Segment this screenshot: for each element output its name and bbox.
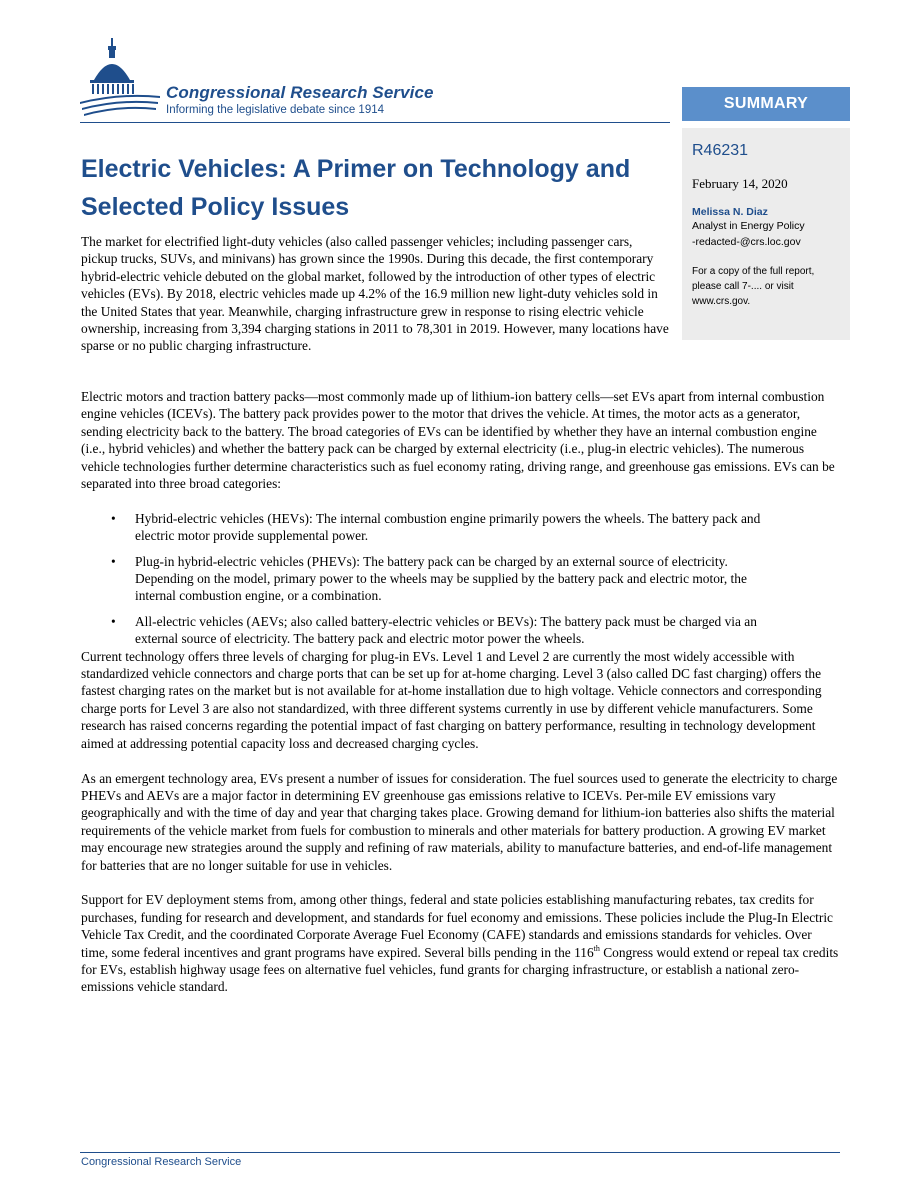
footer-org-name: Congressional Research Service: [81, 1156, 242, 1168]
policy-text-start: Support for EV deployment stems from, among other things, federal and state policies establishing manufacturing rebates, tax credits for purchases, funding for research and development, and standards for fuel economy and emissions. These policies include the Plug-In Electric Vehicle Tax Credit, and the coordinated Corporate Average Fuel Economy (CAFE) standards and emissions standards for vehicles. Over time, some federal incentives and grant programs have expired. Several bills pending in the 116: [81, 892, 834, 960]
footer-rule: [80, 1152, 840, 1153]
paragraph-ev-technology: Electric motors and traction battery packs—most commonly made up of lithium-ion battery cells—set EVs apart from internal combustion engine vehicles (ICEVs). The battery pack provides power to the motor that drives the vehicle. At times, the motor acts as a generator, sending electricity back to the battery. The broad categories of EVs can be identified by whether they have an internal combustion engine (i.e., hybrid vehicles) and whether the battery pack can be charged by external electricity (i.e., plug-in electric vehicles). The numerous vehicle technologies further determine characteristics such as fuel economy rating, driving range, and greenhouse gas emissions. EVs can be separated into three broad categories:: [81, 389, 835, 492]
bullet-icon: •: [111, 510, 116, 526]
list-item-text: Hybrid-electric vehicles (HEVs): The internal combustion engine primarily powers the wheels. The battery pack and electric motor provide supplemental power.: [135, 510, 761, 544]
ev-category-list: [81, 510, 841, 648]
copy-note: For a copy of the full report, please call 7-.... or visit www.crs.gov.: [692, 266, 815, 307]
bullet-icon: •: [111, 613, 116, 629]
org-tagline: Informing the legislative debate since 1914: [166, 104, 385, 116]
report-date: February 14, 2020: [692, 176, 788, 191]
ordinal-suffix: th: [593, 943, 600, 953]
paragraph-charging: Current technology offers three levels of charging for plug-in EVs. Level 1 and Level 2 are currently the most widely accessible with standardized vehicle connectors and charge ports that can be set up for at-home charging. Level 3 (also called DC fast charging) offers the fastest charging rates on the market but is not available for at-home installation due to high voltage. Vehicle connectors and corresponding charge ports for Level 3 are also not standardized, with three different systems currently in use by different vehicle manufacturers. Some research has raised concerns regarding the potential impact of fast charging on battery performance, resulting in technology development aimed at addressing potential capacity loss and decreased charging cycles.: [81, 648, 822, 751]
list-item: [81, 510, 841, 545]
report-body: [81, 388, 841, 996]
paragraph-policy: [81, 891, 841, 995]
author-title: Analyst in Energy Policy: [692, 220, 805, 232]
header-rule: [80, 122, 670, 123]
list-item-text: All-electric vehicles (AEVs; also called battery-electric vehicles or BEVs): The battery pack must be charged via an external source of electricity. The battery pack and electric motor power the wheels.: [135, 613, 757, 647]
capitol-dome-icon: [80, 36, 160, 122]
report-title: Electric Vehicles: A Primer on Technology and Selected Policy Issues: [81, 155, 631, 221]
report-number: R46231: [692, 142, 749, 159]
policy-text-end: Congress would extend or repeal tax credits for EVs, establish highway usage fees on alternative fuel vehicles, fund grants for charging infrastructure, or establish a national zero-emissions vehicle standard.: [81, 944, 839, 995]
summary-tab: SUMMARY: [682, 87, 850, 121]
list-item-text: Plug-in hybrid-electric vehicles (PHEVs): The battery pack can be charged by an external source of electricity. Depending on the model, primary power to the wheels may be supplied by the battery pack and electric motor, the internal combustion engine, or a combination.: [135, 553, 747, 604]
author-name: Melissa N. Diaz: [692, 206, 768, 218]
list-item: [81, 553, 841, 605]
bullet-icon: •: [111, 553, 116, 569]
intro-paragraph: The market for electrified light-duty vehicles (also called passenger vehicles; including passenger cars, pickup trucks, SUVs, and minivans) has grown since the 1990s. During this decade, the first contemporary hybrid-electric vehicle debuted on the global market, followed by the introduction of other types of electric vehicles (EVs). By 2018, electric vehicles made up 4.2% of the 16.9 million new light-duty vehicles sold in the United States that year. Meanwhile, charging infrastructure grew in response to rising electric vehicle ownership, increasing from 3,394 charging stations in 2011 to 78,301 in 2019. However, many locations have sparse or no public charging infrastructure.: [81, 234, 669, 354]
org-name: Congressional Research Service: [166, 83, 434, 102]
summary-sidebar: [682, 128, 850, 340]
list-item: [81, 613, 841, 648]
paragraph-issues: As an emergent technology area, EVs present a number of issues for consideration. The fuel sources used to generate the electricity to charge PHEVs and AEVs are a major factor in determining EV greenhouse gas emissions relative to ICEVs. Per-mile EV emissions vary geographically and with the time of day and year that charging takes place. Growing demand for lithium-ion batteries also shifts the material requirements of the vehicle market from fuels for combustion to minerals and other materials for battery production. A growing EV market may encourage new strategies around the supply and refining of raw materials, ability to manufacture batteries, and end-of-life management for batteries that are no longer suitable for use in vehicles.: [81, 770, 838, 873]
crs-logo: [80, 36, 480, 122]
author-email: -redacted-@crs.loc.gov: [692, 236, 801, 248]
